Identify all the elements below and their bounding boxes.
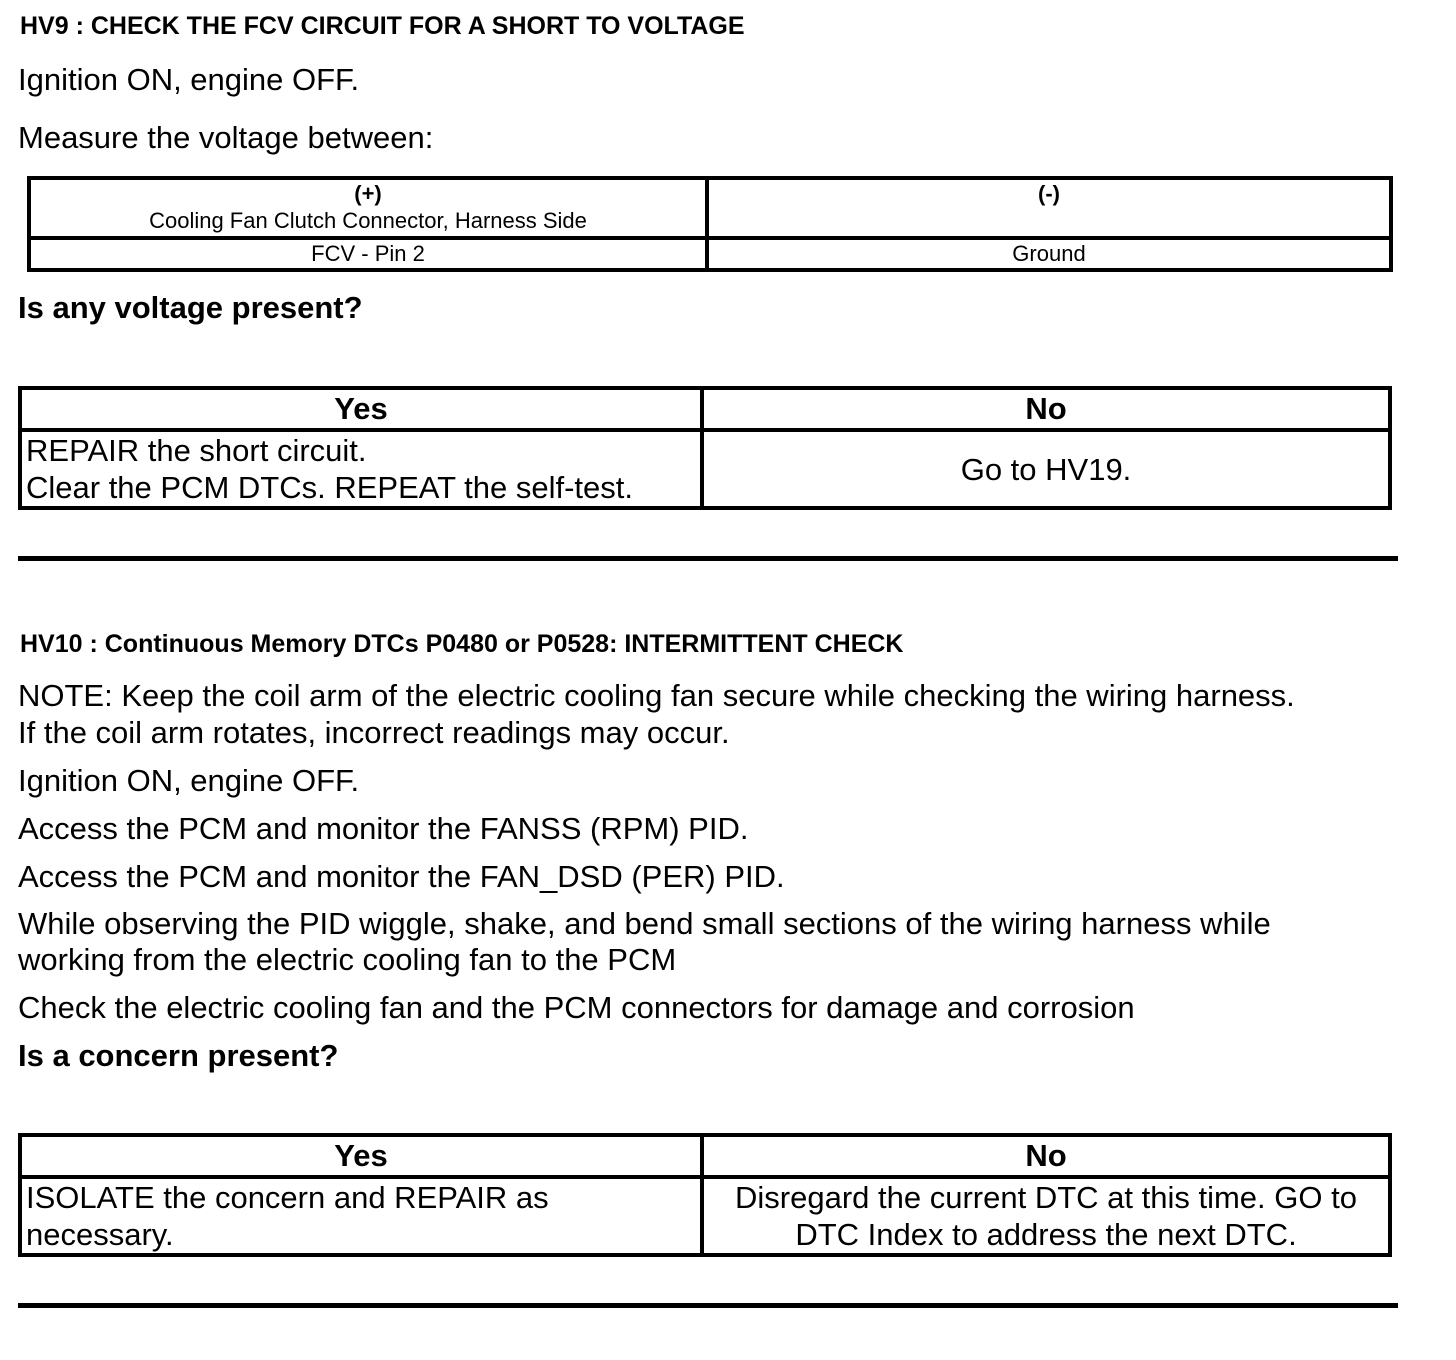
measure-pos-value: FCV - Pin 2	[29, 238, 707, 270]
hv10-note-line-2: If the coil arm rotates, incorrect readings may occur.	[18, 715, 730, 750]
hv10-note-line-1: NOTE: Keep the coil arm of the electric cooling fan secure while checking the wiring harness.	[18, 678, 1295, 713]
measure-neg-header: (-)	[1038, 181, 1060, 206]
bottom-divider	[18, 1303, 1398, 1308]
hv9-question: Is any voltage present?	[18, 290, 363, 325]
hv9-yes-header: Yes	[20, 388, 702, 430]
hv9-result-table	[18, 386, 1392, 510]
hv10-check-step: Check the electric cooling fan and the PCM connectors for damage and corrosion	[18, 990, 1135, 1025]
hv10-note	[18, 677, 1295, 751]
hv10-yes-header: Yes	[20, 1135, 702, 1177]
hv10-wiggle-line-2: working from the electric cooling fan to the PCM	[18, 942, 677, 977]
hv10-no-header: No	[702, 1135, 1390, 1177]
hv9-no-cell: Go to HV19.	[702, 430, 1390, 508]
hv9-no-header: No	[702, 388, 1390, 430]
measure-pos-subheader: Cooling Fan Clutch Connector, Harness Side	[149, 208, 587, 233]
hv10-step-fanss: Access the PCM and monitor the FANSS (RPM) PID.	[18, 811, 749, 846]
hv9-step-measure: Measure the voltage between:	[18, 120, 434, 155]
hv10-result-table	[18, 1133, 1392, 1257]
hv10-no-line-2: DTC Index to address the next DTC.	[795, 1217, 1297, 1252]
hv10-yes-line-1: ISOLATE the concern and REPAIR as	[26, 1180, 549, 1215]
hv9-yes-line-1: REPAIR the short circuit.	[26, 433, 367, 468]
hv9-title: HV9 : CHECK THE FCV CIRCUIT FOR A SHORT TO VOLTAGE	[20, 12, 745, 40]
hv10-wiggle-line-1: While observing the PID wiggle, shake, and bend small sections of the wiring harness while	[18, 906, 1271, 941]
hv9-yes-cell	[20, 430, 702, 508]
hv10-no-line-1: Disregard the current DTC at this time. GO to	[735, 1180, 1357, 1215]
measure-neg-value: Ground	[707, 238, 1391, 270]
hv10-step-ignition: Ignition ON, engine OFF.	[18, 763, 360, 798]
measure-neg-header-cell	[707, 178, 1391, 238]
hv10-yes-cell	[20, 1177, 702, 1255]
hv10-question: Is a concern present?	[18, 1038, 339, 1073]
section-divider	[18, 556, 1398, 561]
hv10-step-fandsd: Access the PCM and monitor the FAN_DSD (PER) PID.	[18, 859, 785, 894]
hv10-title: HV10 : Continuous Memory DTCs P0480 or P0528: INTERMITTENT CHECK	[20, 630, 904, 658]
hv9-step-ignition: Ignition ON, engine OFF.	[18, 62, 360, 97]
hv10-no-cell	[702, 1177, 1390, 1255]
hv9-measure-table	[27, 176, 1393, 272]
hv9-yes-line-2: Clear the PCM DTCs. REPEAT the self-test.	[26, 470, 633, 505]
measure-pos-header-cell	[29, 178, 707, 238]
hv10-wiggle-step	[18, 906, 1271, 978]
measure-pos-header: (+)	[354, 181, 382, 206]
hv10-yes-line-2: necessary.	[26, 1217, 174, 1252]
